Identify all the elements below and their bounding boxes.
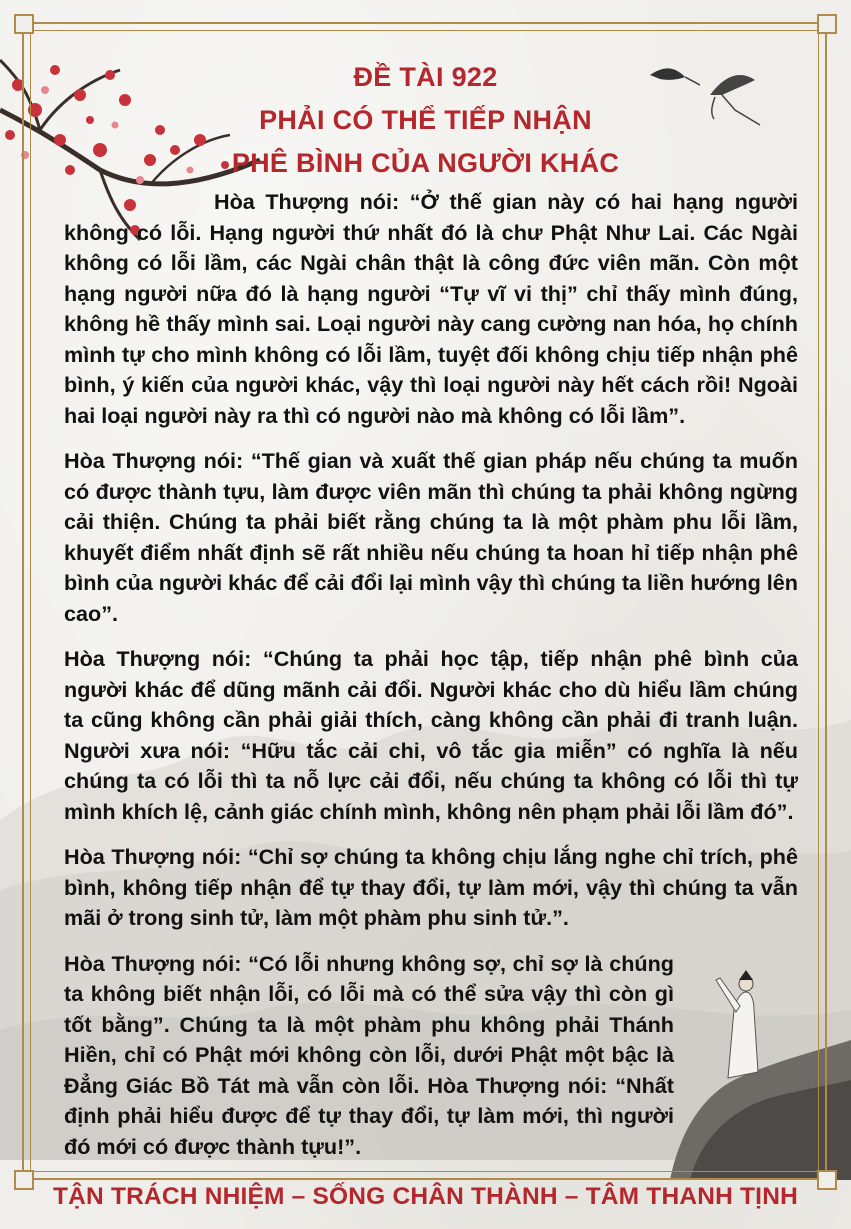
title-block — [0, 56, 851, 185]
frame-corner-top-right — [817, 14, 837, 34]
title-line-3: PHÊ BÌNH CỦA NGƯỜI KHÁC — [231, 148, 620, 178]
footer-motto: TẬN TRÁCH NHIỆM – SỐNG CHÂN THÀNH – TÂM THANH TỊNH — [53, 1183, 798, 1210]
article-body — [64, 187, 798, 1177]
paragraph-5: Hòa Thượng nói: “Có lỗi nhưng không sợ, chỉ sợ là chúng ta không biết nhận lỗi, có lỗi mà có thể sửa vậy thì còn gì tốt bằng”. Chúng ta là một phàm phu không phải Thánh Hiền, chỉ có Phật mới không còn lỗi, dưới Phật một bậc là Đẳng Giác Bồ Tát mà vẫn còn lỗi. Hòa Thượng nói: “Nhất định phải hiểu được để tự thay đổi, tự làm mới, thì người đó mới có được thành tựu!”. — [64, 950, 674, 1159]
title-topic-number: ĐỀ TÀI 922 — [353, 62, 498, 92]
paragraph-1: Hòa Thượng nói: “Ở thế gian này có hai hạng người không có lỗi. Hạng người thứ nhất đó là chư Phật Như Lai. Các Ngài không có lỗi lầm, các Ngài chân thật là công đức viên mãn. Còn một hạng người nữa đó là hạng người “Tự vĩ vi thị” chỉ thấy mình đúng, không hề thấy mình sai. Loại người này cang cường nan hóa, họ chính mình tự cho mình không có lỗi lầm, tuyệt đối không chịu tiếp nhận phê bình, ý kiến của người khác, vậy thì loại người này hết cách rồi! Ngoài hai loại người này ra thì có người nào mà không có lỗi lầm”. — [64, 189, 798, 428]
paragraph-3: Hòa Thượng nói: “Chúng ta phải học tập, tiếp nhận phê bình của người khác để dũng mãnh cải đổi. Người khác cho dù hiểu lầm chúng ta cũng không cần phải giải thích, càng không cần phải đi tranh luận. Người xưa nói: “Hữu tắc cải chi, vô tắc gia miễn” có nghĩa là nếu chúng ta có lỗi thì ta nỗ lực cải đổi, nếu chúng ta không có lỗi thì tự mình khích lệ, cảnh giác chính mình, không nên phạm phải lỗi lầm đó”. — [64, 646, 798, 824]
paragraph-2: Hòa Thượng nói: “Thế gian và xuất thế gian pháp nếu chúng ta muốn có được thành tựu, làm được viên mãn thì chúng ta phải không ngừng cải thiện. Chúng ta phải biết rằng chúng ta là một phàm phu lỗi lầm, khuyết điểm nhất định sẽ rất nhiều nếu chúng ta hoan hỉ tiếp nhận phê bình của người khác để cải đổi lại mình vậy thì chúng ta liền hướng lên cao”. — [64, 448, 798, 626]
paragraph-4: Hòa Thượng nói: “Chỉ sợ chúng ta không chịu lắng nghe chỉ trích, phê bình, không tiếp nhận để tự thay đổi, tự làm mới, vậy thì chúng ta vẫn mãi ở trong sinh tử, làm một phàm phu sinh tử.”. — [64, 844, 798, 930]
frame-corner-top-left — [14, 14, 34, 34]
title-line-2: PHẢI CÓ THỂ TIẾP NHẬN — [259, 105, 592, 135]
